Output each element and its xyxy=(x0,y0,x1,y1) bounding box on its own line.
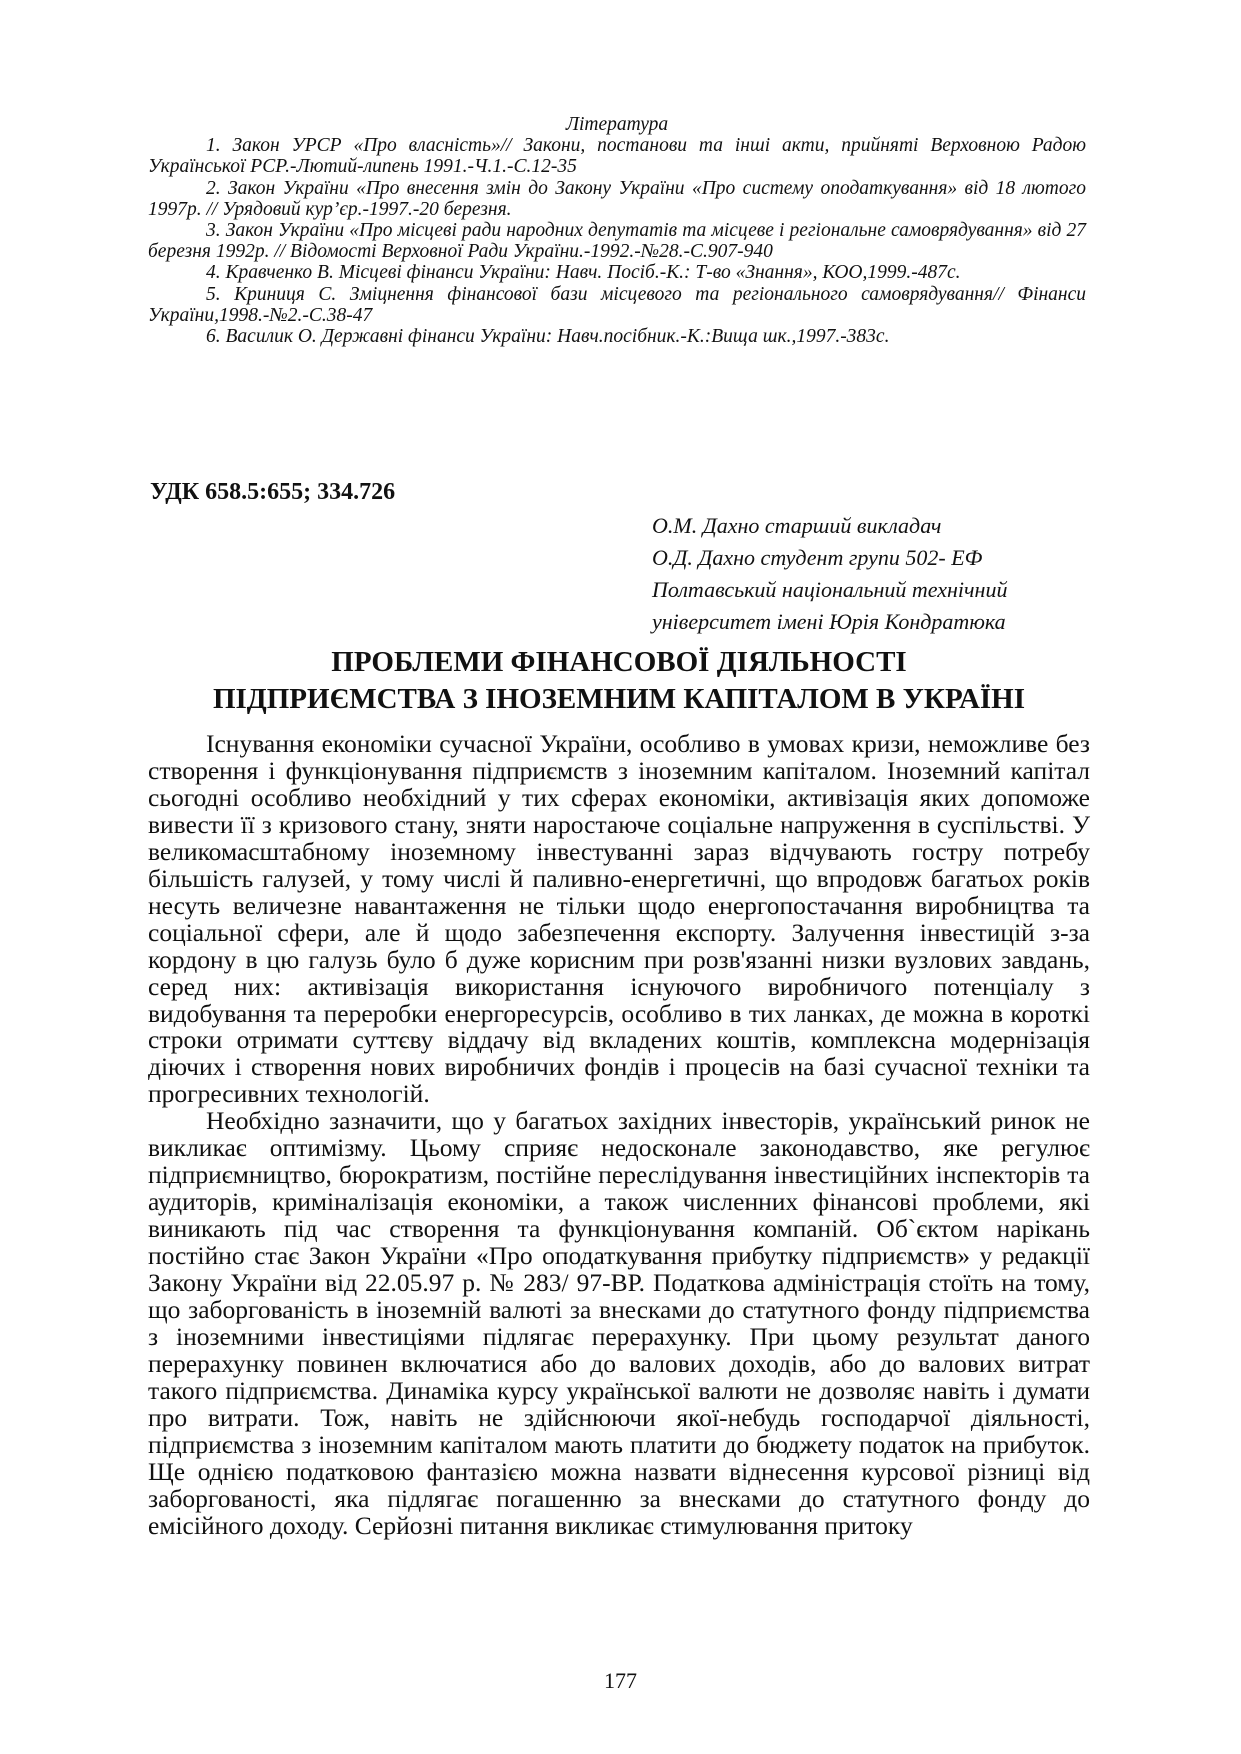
title-line: ПРОБЛЕМИ ФІНАНСОВОЇ ДІЯЛЬНОСТІ xyxy=(331,646,907,678)
article-title xyxy=(148,644,1090,718)
article-body xyxy=(148,731,1090,1540)
literature-heading: Література xyxy=(565,114,669,135)
page-number: 177 xyxy=(604,1668,637,1693)
reference-item: 4. Кравченко В. Місцеві фінанси України: Навч. Посіб.-К.: Т-во «Знання», КОО,1999.-487с. xyxy=(206,262,961,284)
title-line: ПІДПРИЄМСТВА З ІНОЗЕМНИМ КАПІТАЛОМ В УКРАЇНІ xyxy=(212,683,1026,715)
body-paragraph: Існування економіки сучасної України, особливо в умовах кризи, неможливе без створення і функціонування підприємств з іноземним капіталом. Іноземний капітал сьогодні особливо необхідний у тих сферах економіки, активізація яких допоможе вивести її з кризового стану, зняти наростаюче соціальне напруження в суспільстві. У великомасштабному іноземному інвестуванні зараз відчувають гостру потребу більшість галузей, у тому числі й паливно-енергетичні, що впродовж багатьох років несуть величезне навантаження не тільки щодо енергопостачання виробництва та соціальної сфери, але й щодо забезпечення експорту. Залучення інвестицій з-за кордону в цю галузь було б дуже корисним при розв'язанні низки вузлових завдань, серед них: активізація використання існуючого виробничого потенціалу з видобування та переробки енергоресурсів, особливо в тих ланках, де можна в короткі строки отримати суттєву віддачу від вкладених коштів, комплексна модернізація діючих і створення нових виробничих фондів і процесів на базі сучасної техніки та прогресивних технологій. xyxy=(148,729,1090,1109)
affiliation-line: університет імені Юрія Кондратюка xyxy=(652,609,1006,634)
author-line: О.М. Дахно старший викладач xyxy=(652,513,942,538)
reference-item: 5. Криниця С. Зміцнення фінансової бази місцевого та регіонального самоврядування// Фінанси України,1998.-№2.-С.38-47 xyxy=(148,283,1086,326)
udk-code: УДК 658.5:655; 334.726 xyxy=(150,479,396,505)
literature-section xyxy=(148,114,1086,347)
author-line: О.Д. Дахно студент групи 502- ЕФ xyxy=(652,545,983,570)
reference-item: 6. Василик О. Державні фінанси України: Навч.посібник.-К.:Вища шк.,1997.-383с. xyxy=(206,326,890,348)
reference-item: 1. Закон УРСР «Про власність»// Закони, постанови та інші акти, прийняті Верховною Радою Української РСР.-Лютий-липень 1991.-Ч.1.-С.12-35 xyxy=(148,135,1086,178)
affiliation-line: Полтавський національний технічний xyxy=(652,577,1008,602)
reference-item: 3. Закон України «Про місцеві ради народних депутатів та місцеве і регіональне самоврядування» від 27 березня 1992р. // Відомості Верховної Ради України.-1992.-№28.-С.907-940 xyxy=(148,220,1086,263)
body-paragraph: Необхідно зазначити, що у багатьох західних інвесторів, український ринок не викликає оптимізму. Цьому сприяє недосконале законодавство, яке регулює підприємництво, бюрократизм, постійне переслідування інвестиційних інспекторів та аудиторів, криміналізація економіки, а також численних фінансові проблеми, які виникають під час створення та функціонування компаній. Об`єктом нарікань постійно стає Закон України «Про оподаткування прибутку підприємств» у редакції Закону України від 22.05.97 р. № 283/ 97-ВР. Податкова адміністрація стоїть на тому, що заборгованість в іноземній валюті за внесками до статутного фонду підприємства з іноземними інвестиціями підлягає перерахунку. При цьому результат даного перерахунку повинен включатися або до валових доходів, або до валових витрат такого підприємства. Динаміка курсу української валюти не дозволяє навіть і думати про витрати. Тож, навіть не здійснюючи якої-небудь господарчої діяльності, підприємства з іноземним капіталом мають платити до бюджету податок на прибуток. Ще однією податковою фантазією можна назвати віднесення курсової різниці від заборгованості, яка підлягає погашенню за внесками до статутного фонду до емісійного доходу. Серйозні питання викликає стимулювання притоку xyxy=(148,1106,1090,1540)
reference-item: 2. Закон України «Про внесення змін до Закону України «Про систему оподаткування» від 18 лютого 1997р. // Урядовий кур’єр.-1997.-20 березня. xyxy=(148,177,1086,220)
author-block xyxy=(652,510,1092,638)
